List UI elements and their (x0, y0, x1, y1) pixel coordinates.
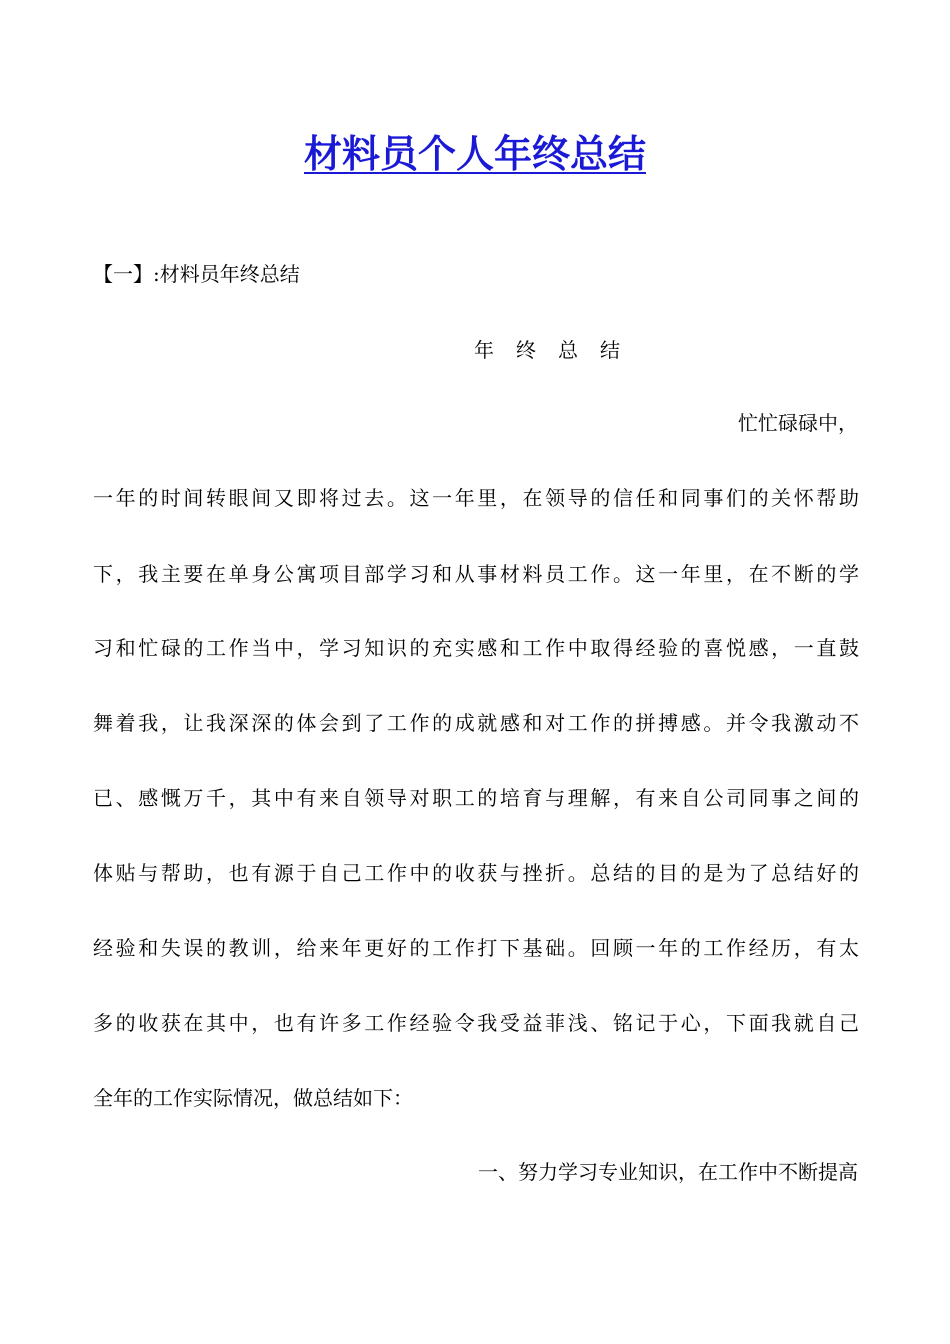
body-line: 经验和失误的教训，给来年更好的工作打下基础。回顾一年的工作经历，有太 (93, 936, 859, 960)
body-line: 一年的时间转眼间又即将过去。这一年里，在领导的信任和同事们的关怀帮助 (93, 486, 859, 510)
body-line: 下，我主要在单身公寓项目部学习和从事材料员工作。这一年里，在不断的学 (93, 562, 859, 586)
body-line: 体贴与帮助，也有源于自己工作中的收获与挫折。总结的目的是为了总结好的 (93, 861, 859, 885)
body-line: 舞着我，让我深深的体会到了工作的成就感和对工作的拼搏感。并令我激动不 (93, 711, 859, 735)
subtitle: 年终总结 (474, 338, 642, 362)
body-line: 已、感慨万千，其中有来自领导对职工的培育与理解，有来自公司同事之间的 (93, 786, 859, 810)
item-heading: 一、努力学习专业知识，在工作中不断提高 (478, 1160, 858, 1184)
body-line: 全年的工作实际情况，做总结如下： (93, 1086, 413, 1110)
section-heading: 【一】:材料员年终总结 (93, 262, 300, 286)
body-line: 习和忙碌的工作当中，学习知识的充实感和工作中取得经验的喜悦感，一直鼓 (93, 636, 859, 660)
document-title-link[interactable]: 材料员个人年终总结 (303, 132, 646, 176)
paragraph-opening: 忙忙碌碌中， (738, 411, 858, 435)
body-line: 多的收获在其中，也有许多工作经验令我受益菲浅、铭记于心，下面我就自己 (93, 1011, 859, 1035)
